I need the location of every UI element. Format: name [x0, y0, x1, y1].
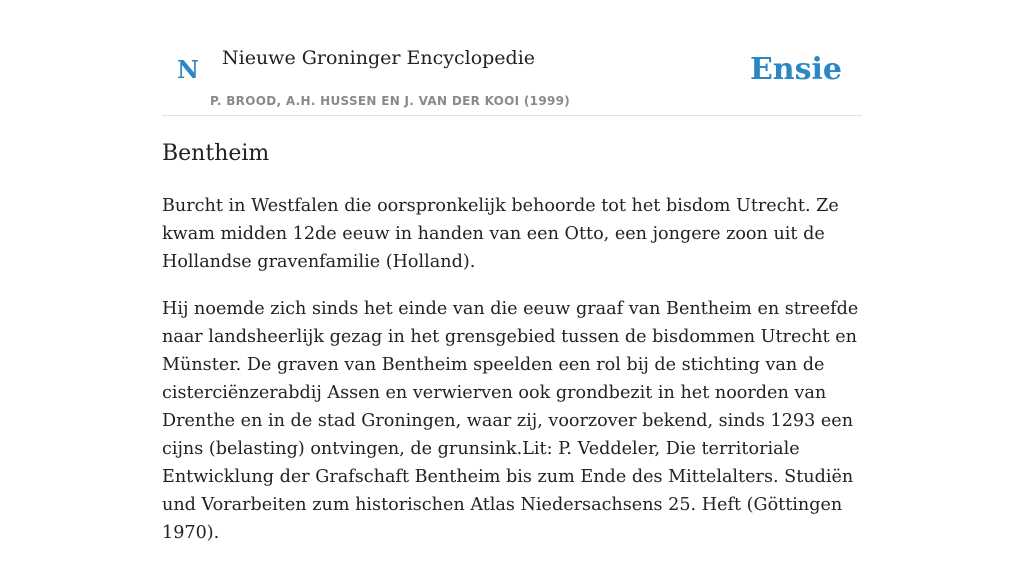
book-header	[162, 0, 862, 116]
entry-paragraph: Hij noemde zich sinds het einde van die eeuw graaf van Bentheim en streefde naar landsheerlijk gezag in het grensgebied tussen de bisdommen Utrecht en Münster. De graven van Bentheim speelden een rol bij de stichting van de cisterciënzerabdij Assen en verwierven ook grondbezit in het noorden van Drenthe en in de stad Groningen, waar zij, voorzover bekend, sinds 1293 een cijns (belasting) ontvingen, de grunsink.Lit: P. Veddeler, Die territoriale Entwicklung der Grafschaft Bentheim bis zum Ende des Mittelalters. Studiën und Vorarbeiten zum historischen Atlas Niedersachsens 25. Heft (Göttingen 1970).	[162, 299, 859, 543]
ensie-brand-logo[interactable]: Ensie	[749, 52, 842, 87]
entry-content	[162, 192, 862, 566]
book-authors: P. BROOD, A.H. HUSSEN EN J. VAN DER KOOI (1999)	[210, 94, 571, 108]
book-title[interactable]: Nieuwe Groninger Encyclopedie	[222, 47, 536, 69]
book-logo[interactable]: N	[177, 55, 199, 84]
entry-title: Bentheim	[162, 141, 270, 166]
entry-paragraph: Burcht in Westfalen die oorspronkelijk behoorde tot het bisdom Utrecht. Ze kwam midden 12de eeuw in handen van een Otto, een jongere zoon uit de Hollandse gravenfamilie (Holland).	[162, 196, 839, 272]
